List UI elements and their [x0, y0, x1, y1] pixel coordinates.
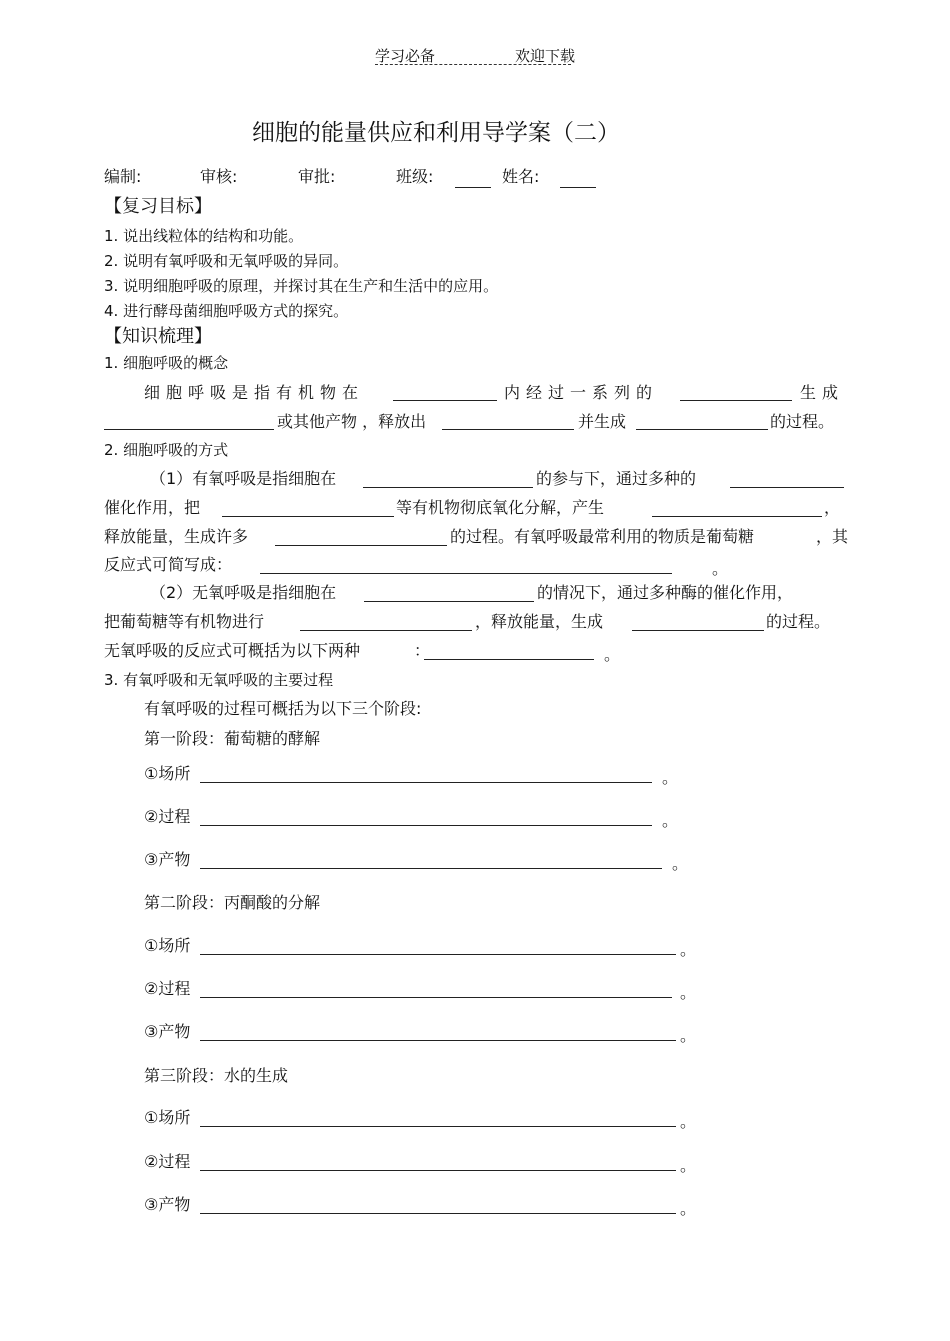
s1-line1-c: 生成: [800, 383, 845, 402]
stage-3-title: 第三阶段：水的生成: [144, 1066, 289, 1085]
s3-intro: 有氧呼吸的过程可概括为以下三个阶段:: [144, 699, 422, 718]
period: 。: [680, 940, 697, 959]
s2-line-c2: 的过程。有氧呼吸最常利用的物质是葡萄糖: [450, 527, 755, 546]
blank: [200, 1154, 676, 1171]
blank: [200, 1110, 676, 1127]
name-blank: [560, 171, 596, 188]
s1-line1-a: 细胞呼吸是指有机物在: [144, 383, 365, 402]
blank: [200, 938, 676, 955]
s2-line-g3: 。: [604, 645, 621, 664]
stage-3-site: ①场所: [144, 1108, 191, 1127]
meta-approver: 审批:: [298, 167, 336, 186]
goals-heading: 【复习目标】: [104, 196, 212, 217]
s2-line-a1: （1）有氧呼吸是指细胞在: [150, 469, 337, 488]
blank: [275, 529, 447, 546]
s2-line-f1: 把葡萄糖等有机物进行: [104, 612, 265, 631]
blank: [364, 585, 534, 602]
blank: [200, 1024, 676, 1041]
section-3-title: 3. 有氧呼吸和无氧呼吸的主要过程: [104, 671, 334, 689]
stage-3-product: ③产物: [144, 1195, 191, 1214]
period: 。: [680, 983, 697, 1002]
s2-line-d2: 。: [712, 559, 729, 578]
blank: [393, 384, 497, 401]
s2-line-f2: ，释放能量，生成: [475, 612, 604, 631]
s2-line-b3: ，: [824, 498, 841, 517]
header-left: 学习必备: [375, 47, 436, 65]
blank: [104, 413, 274, 430]
formula-blank: [260, 557, 672, 574]
period: 。: [680, 1026, 697, 1045]
goal-item-2: 2. 说明有氧呼吸和无氧呼吸的异同。: [104, 252, 349, 270]
s2-line-f3: 的过程。: [766, 612, 831, 631]
stage-1-site: ①场所: [144, 764, 191, 783]
header-right: 欢迎下载: [515, 47, 576, 65]
period: 。: [672, 854, 689, 873]
s2-line-e2: 的情况下，通过多种酶的催化作用，: [537, 583, 794, 602]
s1-line2-a: 或其他产物 ，释放出: [277, 412, 427, 431]
period: 。: [680, 1112, 697, 1131]
period: 。: [662, 811, 679, 830]
section-2-title: 2. 细胞呼吸的方式: [104, 441, 229, 459]
s2-line-d1: 反应式可简写成：: [104, 555, 233, 574]
header-divider: [375, 64, 571, 65]
blank: [680, 384, 792, 401]
blank: [200, 852, 662, 869]
stage-1-product: ③产物: [144, 850, 191, 869]
knowledge-heading: 【知识梳理】: [104, 326, 212, 347]
stage-3-process: ②过程: [144, 1152, 191, 1171]
blank: [424, 643, 594, 660]
s2-line-g2: ：: [414, 641, 431, 660]
period: 。: [680, 1199, 697, 1218]
stage-1-process: ②过程: [144, 807, 191, 826]
blank: [200, 766, 652, 783]
s2-line-c3: ，其: [816, 527, 849, 546]
blank: [730, 471, 844, 488]
s2-line-c1: 释放能量，生成许多: [104, 527, 249, 546]
blank: [200, 981, 672, 998]
blank: [200, 1197, 676, 1214]
blank: [300, 614, 472, 631]
s2-line-e1: （2）无氧呼吸是指细胞在: [150, 583, 337, 602]
blank: [442, 413, 574, 430]
goal-item-3: 3. 说明细胞呼吸的原理，并探讨其在生产和生活中的应用。: [104, 277, 499, 295]
period: 。: [662, 768, 679, 787]
stage-2-title: 第二阶段：丙酮酸的分解: [144, 893, 321, 912]
class-blank: [455, 171, 491, 188]
page-title: 细胞的能量供应和利用导学案（二）: [252, 120, 620, 146]
blank: [652, 500, 822, 517]
blank: [222, 500, 394, 517]
goal-item-4: 4. 进行酵母菌细胞呼吸方式的探究。: [104, 302, 349, 320]
meta-name: 姓名:: [502, 167, 540, 186]
blank: [363, 471, 533, 488]
blank: [632, 614, 764, 631]
s2-line-b2: 等有机物彻底氧化分解，产生: [396, 498, 605, 517]
s1-line1-b: 内经过一系列的: [504, 383, 659, 402]
stage-2-process: ②过程: [144, 979, 191, 998]
blank: [636, 413, 768, 430]
s2-line-b1: 催化作用，把: [104, 498, 201, 517]
s2-line-g1: 无氧呼吸的反应式可概括为以下两种: [104, 641, 361, 660]
s1-line2-b: 并生成: [578, 412, 627, 431]
section-1-title: 1. 细胞呼吸的概念: [104, 354, 229, 372]
meta-reviewer: 审核:: [200, 167, 238, 186]
stage-2-site: ①场所: [144, 936, 191, 955]
goal-item-1: 1. 说出线粒体的结构和功能。: [104, 227, 304, 245]
stage-2-product: ③产物: [144, 1022, 191, 1041]
meta-editor: 编制:: [104, 167, 142, 186]
s2-line-a2: 的参与下，通过多种的: [536, 469, 697, 488]
meta-class: 班级:: [396, 167, 434, 186]
s1-line2-c: 的过程。: [770, 412, 835, 431]
stage-1-title: 第一阶段：葡萄糖的酵解: [144, 729, 321, 748]
period: 。: [680, 1156, 697, 1175]
blank: [200, 809, 652, 826]
